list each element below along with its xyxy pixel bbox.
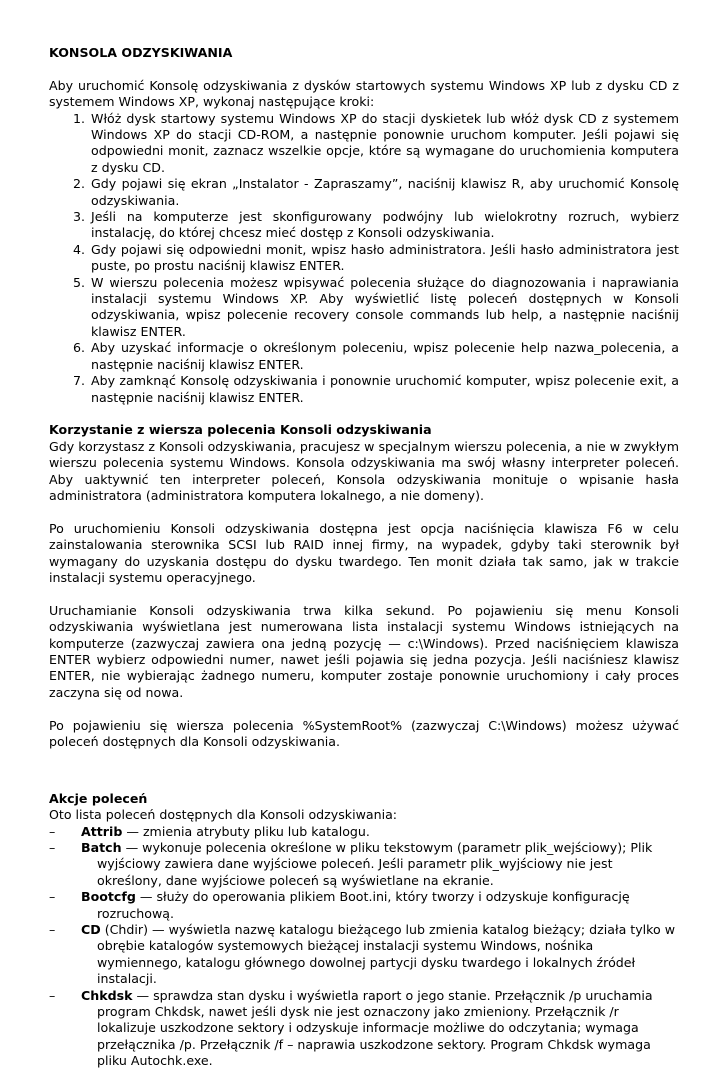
command-item bbox=[49, 922, 679, 988]
step-item: 3. Jeśli na komputerze jest skonfigurowany podwójny lub wielokrotny rozruch, wybierz instalację, do której chcesz mieć dostęp z Konsoli odzyskiwania. bbox=[89, 209, 679, 242]
command-description: — służy do operowania plikiem Boot.ini, który tworzy i odzyskuje konfigurację rozruchową. bbox=[97, 889, 630, 921]
command-name: Bootcfg bbox=[81, 889, 136, 905]
section-heading-command-line: Korzystanie z wiersza polecenia Konsoli odzyskiwania bbox=[49, 422, 432, 438]
section-heading-command-actions: Akcje poleceń bbox=[49, 790, 148, 806]
command-name: Attrib bbox=[81, 823, 123, 839]
command-item bbox=[49, 824, 679, 840]
command-name: Batch bbox=[81, 840, 122, 855]
command-item bbox=[49, 988, 679, 1070]
command-name: CD bbox=[81, 922, 101, 938]
dash-bullet: – bbox=[49, 840, 56, 855]
command-item bbox=[49, 889, 679, 922]
intro-paragraph: Aby uruchomić Konsolę odzyskiwania z dysków startowych systemu Windows XP lub z dysku CD z systemem Windows XP, wykonaj następujące kroki: bbox=[49, 77, 679, 110]
commands-list bbox=[49, 824, 679, 1070]
step-item: 4. Gdy pojawi się odpowiedni monit, wpisz hasło administratora. Jeśli hasło administratora jest puste, po prostu naciśnij klawisz ENTER. bbox=[89, 242, 679, 275]
command-description: (Chdir) — wyświetla nazwę katalogu bieżącego lub zmienia katalog bieżący; działa tylko w obrębie katalogów systemowych bieżącej instalacji systemu Windows, nośnika wymiennego, katalogu głównego dowolnej partycji dysku twardego i lokalnych źródeł instalacji. bbox=[97, 922, 676, 987]
dash-bullet: – bbox=[49, 889, 56, 905]
step-item: 2. Gdy pojawi się ekran „Instalator - Zapraszamy”, naciśnij klawisz R, aby uruchomić Konsolę odzyskiwania. bbox=[89, 176, 679, 209]
dash-bullet: – bbox=[49, 922, 56, 938]
command-item bbox=[49, 840, 679, 889]
section-paragraph: Gdy korzystasz z Konsoli odzyskiwania, pracujesz w specjalnym wierszu polecenia, a nie w zwykłym wierszu polecenia systemu Windows. Konsola odzyskiwania ma swój własny interpreter poleceń. Aby uaktywnić ten interpreter poleceń, Konsola odzyskiwania monituje o wpisanie hasła administratora (administratora komputera lokalnego, a nie domeny). bbox=[49, 438, 680, 503]
section-paragraph: Uruchamianie Konsoli odzyskiwania trwa kilka sekund. Po pojawieniu się menu Konsoli odzyskiwania wyświetlana jest numerowana lista instalacji systemu Windows istniejących na komputerze (zazwyczaj zawiera ona jedną pozycję — c:\Windows). Przed naciśnięciem klawisza ENTER wybierz odpowiedni numer, nawet jeśli pojawia się jedna pozycja. Jeśli naciśniesz klawisz ENTER, nie wybierając żadnego numeru, komputer zostaje ponownie uruchomiony i cały proces zaczyna się od nowa. bbox=[49, 602, 679, 700]
dash-bullet: – bbox=[49, 823, 56, 839]
step-item: 7. Aby zamknąć Konsolę odzyskiwania i ponownie uruchomić komputer, wpisz polecenie exit, a następnie naciśnij klawisz ENTER. bbox=[89, 373, 679, 406]
dash-bullet: – bbox=[49, 987, 56, 1003]
step-item: 5. W wierszu polecenia możesz wpisywać polecenia służące do diagnozowania i naprawiania instalacji systemu Windows XP. Aby wyświetlić listę poleceń dostępnych w Konsoli odzyskiwania, wpisz polecenie recovery console commands lub help, a następnie naciśnij klawisz ENTER. bbox=[89, 275, 679, 341]
steps-list bbox=[49, 111, 679, 406]
command-description: — sprawdza stan dysku i wyświetla raport o jego stanie. Przełącznik /p uruchamia program Chkdsk, nawet jeśli dysk nie jest oznaczony jako zmieniony. Przełącznik /r lokalizuje uszkodzone sektory i odzyskuje informacje możliwe do odczytania; wymaga przełącznika /p. Przełącznik /f – naprawia uszkodzone sektory. Program Chkdsk wymaga pliku Autochk.exe. bbox=[97, 987, 653, 1069]
document-page bbox=[49, 45, 679, 1070]
document-title: KONSOLA ODZYSKIWANIA bbox=[49, 45, 233, 60]
command-name: Chkdsk bbox=[81, 987, 133, 1003]
section-paragraph: Po uruchomieniu Konsoli odzyskiwania dostępna jest opcja naciśnięcia klawisza F6 w celu zainstalowania sterownika SCSI lub RAID innej firmy, na wypadek, gdyby taki sterownik był wymagany do uzyskania dostępu do dysku twardego. Ten monit działa tak samo, jak w trakcie instalacji systemu operacyjnego. bbox=[49, 520, 679, 585]
step-item: 6. Aby uzyskać informacje o określonym poleceniu, wpisz polecenie help nazwa_polecenia, a następnie naciśnij klawisz ENTER. bbox=[89, 340, 679, 373]
step-item: 1. Włóż dysk startowy systemu Windows XP do stacji dyskietek lub włóż dysk CD z systemem Windows XP do stacji CD-ROM, a następnie ponownie uruchom komputer. Jeśli pojawi się odpowiedni monit, zaznacz wszelkie opcje, które są wymagane do uruchomienia komputera z dysku CD. bbox=[89, 111, 679, 177]
commands-intro: Oto lista poleceń dostępnych dla Konsoli odzyskiwania: bbox=[49, 807, 398, 823]
command-description: — wykonuje polecenia określone w pliku tekstowym (parametr plik_wejściowy); Plik wyjściowy zawiera dane wyjściowe poleceń. Jeśli parametr plik_wyjściowy nie jest określony, dane wyjściowe poleceń są wyświetlane na ekranie. bbox=[97, 840, 653, 888]
section-paragraph: Po pojawieniu się wiersza polecenia %SystemRoot% (zazwyczaj C:\Windows) możesz używać poleceń dostępnych dla Konsoli odzyskiwania. bbox=[49, 717, 679, 749]
command-description: — zmienia atrybuty pliku lub katalogu. bbox=[122, 823, 370, 839]
